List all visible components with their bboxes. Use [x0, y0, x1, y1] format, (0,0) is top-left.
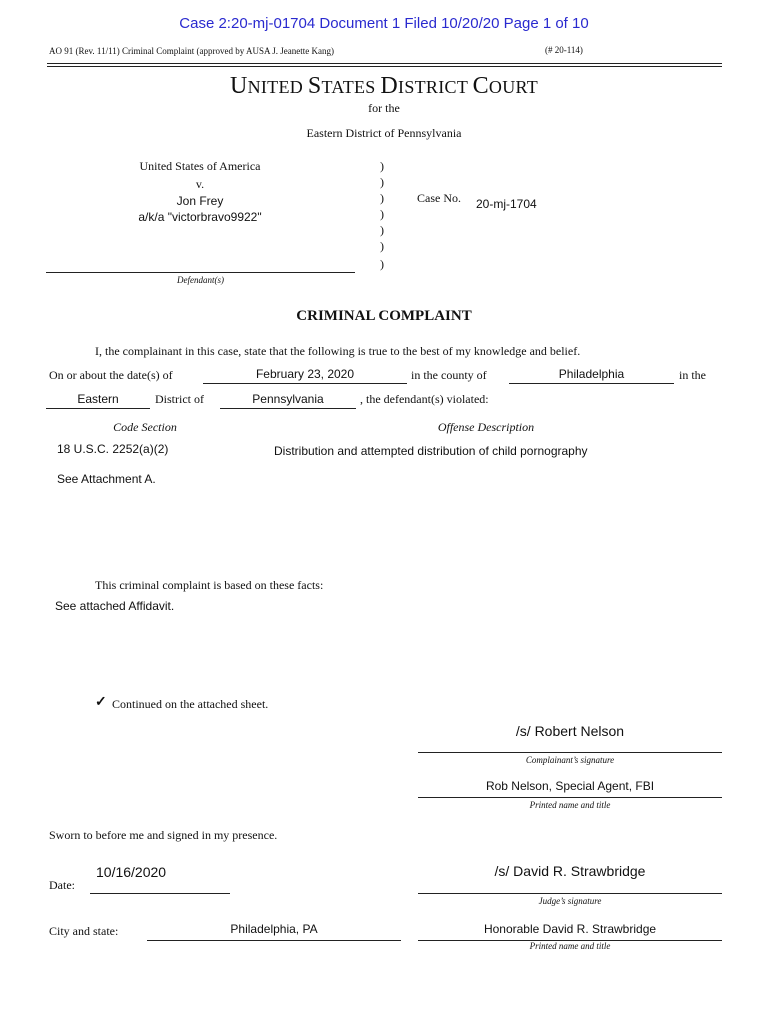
judge-sig-label: Judge’s signature [538, 896, 602, 906]
state-line [220, 408, 356, 409]
county-field: Philadelphia [558, 367, 625, 381]
court-title-part: TATES [321, 77, 381, 97]
court-title-part: C [472, 73, 489, 99]
violated-label: , the defendant(s) violated: [360, 392, 489, 406]
court-title-part: NITED [247, 77, 308, 97]
defendant-line [46, 272, 355, 273]
state-field: Pennsylvania [252, 392, 324, 406]
caption-paren: ) [380, 223, 384, 237]
see-attachment: See Attachment A. [57, 472, 156, 486]
filing-banner: Case 2:20-mj-01704 Document 1 Filed 10/20/20 Page 1 of 10 [179, 15, 589, 32]
offense-value: Distribution and attempted distribution of child pornography [274, 444, 588, 458]
complainant-printed-label: Printed name and title [529, 800, 611, 810]
court-title [0, 73, 768, 100]
county-line [509, 383, 674, 384]
region-line [46, 408, 150, 409]
sworn-date-line [90, 893, 230, 894]
court-title-part: D [380, 73, 399, 99]
offense-date-field: February 23, 2020 [255, 367, 355, 381]
in-the-label: in the [679, 368, 706, 382]
city-state-field: Philadelphia, PA [230, 922, 318, 936]
judge-printed-label: Printed name and title [529, 941, 611, 951]
case-no-value: 20-mj-1704 [476, 197, 537, 211]
judge-name: Honorable David R. Strawbridge [483, 922, 657, 936]
caption-paren: ) [380, 159, 384, 173]
for-the-label: for the [368, 101, 400, 115]
code-section-label: Code Section [113, 420, 177, 434]
complainant-signature: /s/ Robert Nelson [515, 723, 625, 739]
complainant-name: Rob Nelson, Special Agent, FBI [485, 779, 655, 793]
caption-paren: ) [380, 175, 384, 189]
complaint-heading: CRIMINAL COMPLAINT [296, 308, 472, 324]
caption-paren: ) [380, 191, 384, 205]
complainant-sig-line [418, 752, 722, 753]
code-section-value: 18 U.S.C. 2252(a)(2) [57, 442, 169, 456]
court-title-part: ISTRICT [398, 77, 473, 97]
complainant-sig-label: Complainant’s signature [525, 755, 615, 765]
versus: v. [195, 177, 205, 191]
plaintiff-name: United States of America [139, 159, 261, 173]
city-state-line [147, 940, 401, 941]
facts-intro: This criminal complaint is based on these facts: [95, 578, 324, 592]
judge-sig-line [418, 893, 722, 894]
header-rule-bottom [47, 66, 722, 67]
sworn-statement: Sworn to before me and signed in my presence. [49, 828, 278, 842]
form-number: (# 20-114) [545, 45, 583, 55]
region-field: Eastern [77, 392, 119, 406]
in-county-label: in the county of [411, 368, 487, 382]
complaint-intro: I, the complainant in this case, state that the following is true to the best of my knowledge and belief. [95, 344, 581, 358]
continued-label: Continued on the attached sheet. [112, 697, 269, 711]
offense-description-label: Offense Description [437, 420, 535, 434]
city-state-label: City and state: [49, 924, 119, 938]
judge-signature: /s/ David R. Strawbridge [494, 863, 646, 879]
caption-paren: ) [380, 207, 384, 221]
defendant-aka: a/k/a "victorbravo9922" [138, 210, 262, 224]
header-rule-top [47, 63, 722, 64]
date-label: Date: [49, 878, 75, 892]
court-title-part: U [229, 73, 248, 99]
court-district: Eastern District of Pennsylvania [306, 126, 462, 140]
defendant-name: Jon Frey [176, 194, 224, 208]
facts-value: See attached Affidavit. [55, 599, 175, 613]
case-no-label: Case No. [417, 191, 461, 205]
continued-check-icon: ✓ [95, 695, 107, 710]
defendants-label: Defendant(s) [177, 275, 224, 285]
sworn-date-value: 10/16/2020 [96, 864, 167, 880]
form-identifier: AO 91 (Rev. 11/11) Criminal Complaint (approved by AUSA J. Jeanette Kang) [49, 46, 334, 56]
caption-paren: ) [380, 239, 384, 253]
on-or-about-label: On or about the date(s) of [49, 368, 173, 382]
caption-paren: ) [380, 257, 384, 271]
court-title-part: OURT [488, 77, 539, 97]
complainant-name-line [418, 797, 722, 798]
court-title-part: S [307, 73, 322, 99]
district-of-label: District of [155, 392, 204, 406]
offense-date-line [203, 383, 407, 384]
